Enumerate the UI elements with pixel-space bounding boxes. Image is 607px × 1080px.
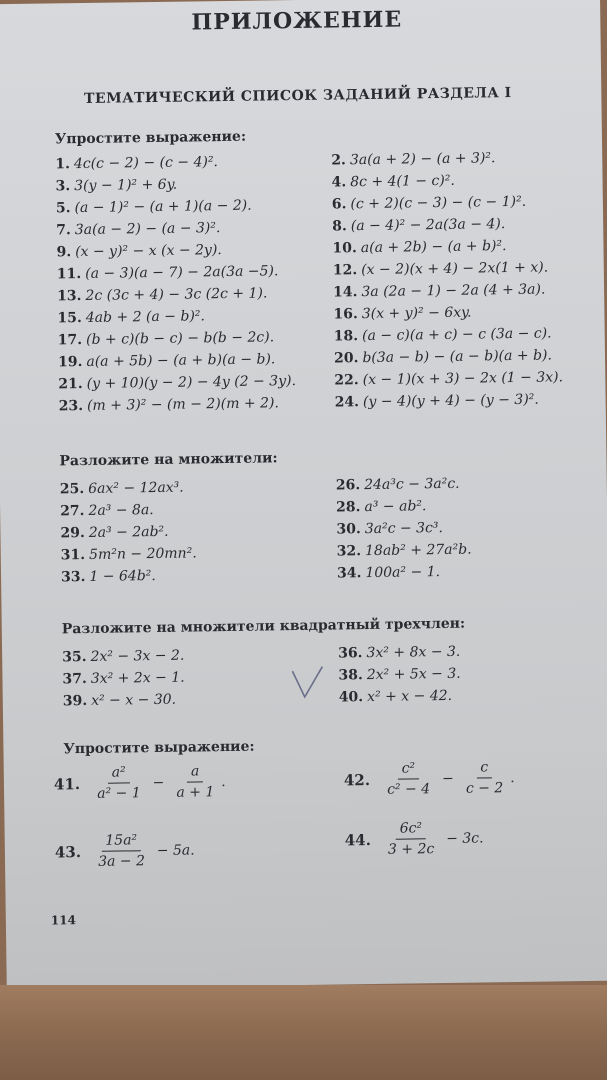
section-heading: ТЕМАТИЧЕСКИЙ СПИСОК ЗАДАНИЙ РАЗДЕЛА I [83, 85, 512, 107]
exercise-number: 16. [333, 306, 358, 323]
exercise-column-left [62, 645, 185, 713]
exercise-item [63, 689, 185, 713]
exercise-number: 12. [332, 262, 358, 279]
exercise-item [60, 476, 196, 500]
exercise-item [337, 561, 472, 585]
exercise-expression: 100a² − 1. [365, 564, 441, 582]
exercise-column-right [331, 146, 563, 413]
exercise-number: 33. [60, 569, 86, 586]
exercise-number: 36. [338, 645, 363, 662]
exercise-number: 28. [335, 499, 361, 516]
exercise-expression: a(a + 5b) − (a + b)(a − b). [86, 351, 276, 370]
section-title-factor-quadratic: Разложите на множители квадратный трехчлен: [61, 615, 466, 638]
exercise-item [334, 322, 563, 347]
exercise-item [336, 517, 471, 541]
exercise-number: 42. [343, 770, 371, 789]
fraction [384, 820, 439, 858]
exercise-expression: 2x² + 5x − 3. [366, 665, 461, 684]
exercise-number: 1. [55, 156, 71, 173]
exercise-item [338, 641, 460, 665]
exercise-item [59, 392, 297, 417]
exercise-item [333, 256, 562, 281]
exercise-item [61, 564, 197, 588]
fraction [94, 832, 149, 870]
exercise-expression: 4ab + 2 (a − b)². [85, 308, 206, 326]
exercise-item [62, 645, 184, 669]
exercise-item [331, 146, 560, 171]
exercise-item [334, 344, 563, 369]
numerator: 6c² [396, 820, 427, 839]
exercise-number: 6. [331, 196, 347, 213]
denominator: c − 2 [465, 780, 504, 797]
fraction [172, 763, 218, 801]
exercise-number: 18. [333, 328, 359, 345]
exercise-item [333, 300, 562, 325]
operator: − [152, 774, 165, 791]
exercise-column-right [336, 473, 472, 585]
exercise-expression: 2c (3c + 4) − 3c (2c + 1). [85, 285, 268, 304]
exercise-item [332, 212, 561, 237]
page-number: 114 [50, 913, 77, 928]
numerator: a² [108, 764, 130, 783]
exercise-number: 35. [62, 648, 87, 666]
exercise-expression: 5m²n − 20mn². [88, 545, 197, 563]
exercise-expression: (a − 1)² − (a + 1)(a − 2). [74, 197, 252, 217]
exercise-expression: (x − 1)(x + 3) − 2x (1 − 3x). [362, 369, 564, 389]
exercise-number: 27. [60, 503, 85, 520]
numerator: 15a² [101, 832, 141, 852]
exercise-item [57, 282, 295, 307]
exercise-expression: 3a(a + 2) − (a + 3)². [349, 150, 496, 169]
exercise-item [334, 366, 563, 391]
exercise-number: 13. [57, 288, 82, 305]
exercise-number: 10. [332, 240, 357, 257]
operator: − [441, 770, 454, 787]
fraction [383, 760, 435, 798]
exercise-expression: (m + 3)² − (m − 2)(m + 2). [86, 395, 280, 414]
exercise-44 [344, 819, 488, 858]
exercise-number: 8. [332, 218, 347, 235]
exercise-number: 17. [57, 332, 83, 349]
numerator: c [476, 759, 492, 778]
exercise-item [338, 663, 460, 687]
exercise-expression: 1 − 64b². [89, 568, 156, 585]
exercise-number: 7. [56, 222, 71, 239]
exercise-column-right [338, 641, 461, 709]
exercise-expression: (x − y)² − x (x − 2y). [75, 242, 222, 261]
exercise-item [332, 234, 561, 259]
exercise-number: 38. [338, 667, 363, 684]
exercise-item [331, 168, 560, 193]
exercise-expression: a³ − ab². [364, 498, 427, 516]
page-header: ПРИЛОЖЕНИЕ [191, 6, 403, 36]
exercise-expression: 4c(c − 2) − (c − 4)². [73, 154, 219, 173]
exercise-number: 20. [333, 350, 359, 367]
exercise-expression: 8c + 4(1 − c)². [350, 172, 455, 191]
numerator: c² [398, 760, 420, 779]
exercise-expression: 3a(a − 2) − (a − 3)². [74, 220, 221, 239]
fraction [93, 764, 145, 802]
exercise-43 [55, 831, 200, 870]
expression-tail: . [221, 773, 226, 790]
exercise-item [333, 278, 562, 303]
exercise-number: 32. [336, 543, 362, 560]
exercise-expression: 3x² + 8x − 3. [366, 643, 461, 662]
exercise-number: 43. [54, 842, 82, 861]
exercise-number: 30. [336, 521, 361, 538]
exercise-number: 2. [331, 152, 346, 169]
exercise-expression: 6ax² − 12ax³. [88, 479, 184, 497]
exercise-number: 23. [58, 398, 84, 415]
exercise-expression: x² + x − 42. [367, 687, 453, 706]
exercise-expression: 2a³ − 8a. [88, 502, 154, 519]
exercise-expression: (y − 4)(y + 4) − (y − 3)². [362, 391, 539, 411]
pen-check-mark [290, 663, 327, 703]
exercise-item [60, 498, 196, 522]
exercise-item [334, 388, 563, 413]
expression-tail: . [510, 769, 515, 786]
exercise-expression: x² − x − 30. [91, 691, 177, 709]
exercise-number: 25. [59, 481, 85, 498]
exercise-number: 26. [335, 477, 361, 494]
exercise-expression: 3(y − 1)² + 6y. [74, 176, 178, 195]
exercise-expression: (a − 3)(a − 7) − 2a(3a −5). [85, 263, 279, 282]
exercise-expression: 3a (2a − 1) − 2a (4 + 3a). [361, 281, 546, 301]
fraction [461, 759, 507, 797]
exercise-number: 41. [53, 774, 81, 793]
exercise-number: 44. [344, 830, 371, 849]
numerator: a [187, 763, 204, 782]
exercise-expression: 2x² − 3x − 2. [90, 647, 185, 665]
exercise-number: 19. [57, 354, 83, 371]
section-title-simplify-2: Упростите выражение: [63, 738, 255, 758]
exercise-41 [54, 763, 226, 802]
exercise-expression: 3(x + y)² − 6xy. [361, 304, 472, 323]
exercise-number: 22. [334, 372, 359, 389]
exercise-number: 14. [332, 284, 358, 301]
expression-tail: − 3c. [446, 829, 484, 847]
exercise-number: 9. [56, 244, 72, 261]
exercise-expression: (c + 2)(c − 3) − (c − 1)². [350, 193, 527, 213]
exercise-expression: 24a³c − 3a²c. [364, 475, 460, 494]
exercise-expression: 2a³ − 2ab². [88, 523, 169, 541]
table-surface [0, 985, 607, 1080]
exercise-column-left [60, 476, 198, 588]
exercise-expression: a(a + 2b) − (a + b)². [360, 238, 507, 257]
exercise-number: 5. [55, 200, 71, 217]
exercise-number: 21. [58, 376, 83, 393]
exercise-item [332, 190, 561, 215]
exercise-expression: (y + 10)(y − 2) − 4y (2 − 3y). [86, 373, 297, 392]
section-title-factor: Разложите на множители: [59, 450, 278, 470]
exercise-item [62, 667, 184, 691]
denominator: 3a − 2 [98, 853, 146, 870]
exercise-item [337, 539, 472, 563]
exercise-expression: 3x² + 2x − 1. [90, 669, 185, 687]
exercise-expression: b(3a − b) − (a − b)(a + b). [362, 347, 553, 367]
exercise-expression: (a − c)(a + c) − c (3a − c). [361, 325, 552, 345]
exercise-item [60, 520, 196, 544]
exercise-column-left [55, 150, 296, 417]
exercise-number: 31. [60, 547, 86, 564]
exercise-number: 37. [62, 670, 87, 688]
denominator: a + 1 [176, 784, 215, 801]
exercise-number: 24. [334, 394, 360, 411]
exercise-number: 11. [56, 266, 82, 283]
exercise-expression: (a − 4)² − 2a(3a − 4). [350, 216, 506, 235]
exercise-expression: (b + c)(b − c) − b(b − 2c). [85, 329, 275, 348]
exercise-number: 39. [62, 692, 88, 710]
exercise-item [336, 495, 471, 519]
exercise-item [61, 542, 197, 566]
expression-tail: − 5a. [156, 842, 195, 859]
section-title-simplify-1: Упростите выражение: [54, 128, 247, 148]
exercise-42 [344, 759, 515, 798]
denominator: a² − 1 [97, 785, 141, 802]
denominator: 3 + 2c [387, 841, 435, 858]
exercise-item [339, 685, 461, 709]
exercise-expression: 18ab² + 27a²b. [364, 541, 472, 560]
exercise-number: 4. [331, 174, 347, 191]
denominator: c² − 4 [387, 781, 431, 798]
exercise-number: 15. [57, 310, 82, 327]
exercise-item [336, 473, 471, 497]
exercise-expression: 3a²c − 3c³. [364, 520, 444, 538]
exercise-number: 40. [338, 689, 364, 706]
exercise-number: 34. [336, 565, 362, 582]
exercise-number: 3. [55, 178, 71, 195]
exercise-expression: (x − 2)(x + 4) − 2x(1 + x). [361, 259, 549, 279]
exercise-number: 29. [60, 525, 85, 542]
